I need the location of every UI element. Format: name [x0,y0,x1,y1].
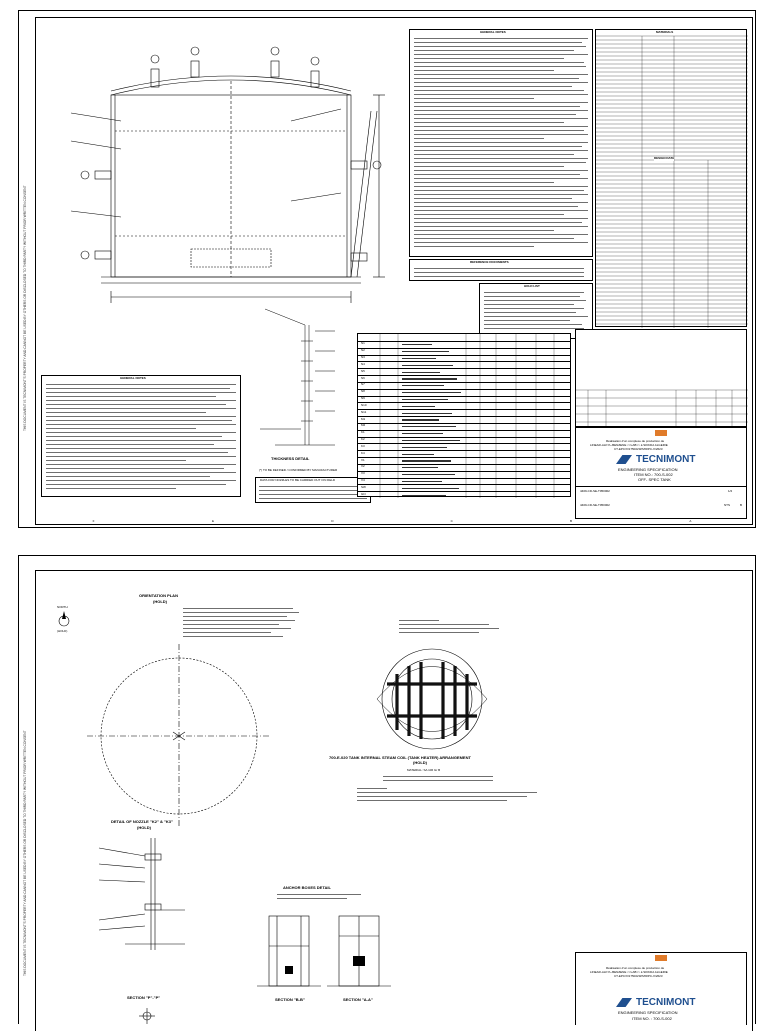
project-line-1: Réalisation d'un complexe de production de [606,439,665,443]
nozzle-service-text [402,406,435,407]
section-aa-title: SECTION "A-A" [343,997,373,1002]
sheet-2-doc-type: ENGINEERING SPECIFICATION [618,1010,678,1015]
nozzle-service-text [402,399,448,400]
field-nozzle-data-title: DATA FOR NOZZLES TO BE CARRIED OUT ON FIELD [260,478,336,482]
nozzle-mark: N1 [361,341,365,346]
nozzle-mark: N10 [361,402,367,407]
nozzle-mark: K4 [361,450,365,455]
thickness-detail-drawing [255,301,345,451]
nozzle-service-text [402,474,455,475]
manufacturer-note: (*) TO BE DEFINED / CONFIRMED BY MANUFACTURER [259,468,338,472]
nozzle-service-text [402,495,446,496]
anchor-boxes-drawing [249,906,399,996]
nozzle-service-text [402,488,459,489]
drawing-sheet-2 [18,555,756,1024]
general-notes-title: GENERAL NOTES [480,30,506,34]
sheet-2-tecnimont-logo-icon [616,998,632,1007]
steam-coil-arrangement-drawing [357,644,507,754]
title-block-sheet-1 [575,427,747,519]
nozzle-mark: N6 [361,375,365,380]
nozzle-service-text [402,378,457,379]
grid-reference-letter: C [450,519,453,523]
nozzle-mark: N11 [361,409,367,414]
sheet-2-project-line-1: Réalisation d'un complexe de production de [606,966,665,970]
manufacturer-note-marker: * [260,468,262,472]
north-arrow-icon [57,611,71,629]
drawing-sheet-1 [18,10,756,528]
nozzle-service-text [402,413,452,414]
nozzle-service-text [402,344,432,345]
nozzle-mark: N8 [361,389,365,394]
design-data-title: DESIGN DATA [654,156,675,160]
company-logo-mark-2 [655,955,667,961]
reference-documents-title: REFERENCE DOCUMENTS [470,260,509,264]
heater-arrangement-hold: (HOLD) [413,760,427,765]
nozzle-mark: N9 [361,396,365,400]
revision-grid [576,330,748,428]
reference-documents-panel [409,259,593,281]
tecnimont-logo-icon [616,455,632,464]
nozzle-mark: GN [361,491,366,496]
grid-reference-letter: E [212,519,215,523]
nozzle-service-text [402,419,439,420]
nozzle-service-text [402,426,456,427]
field-nozzle-data-table [255,477,371,503]
nozzle-mark: N5 [361,368,365,373]
nozzle-mark: V3 [361,471,365,476]
nozzle-schedule-table [357,333,571,497]
nozzle-mark: N7 [361,382,365,387]
company-logo-mark-1 [655,430,667,436]
left-general-notes-panel [41,375,241,497]
general-notes-panel [409,29,593,257]
nozzle-service-text [402,467,438,468]
sheet-2-project-line-2: LINEAR-ALKYL-BENZENE <<LAB>> à SKIKDA ALGERIE [590,970,668,974]
nozzle-service-text [402,365,453,366]
nozzle-service-text [402,385,444,386]
nozzle-service-text [402,460,451,461]
title-block-sheet-2 [575,952,747,1025]
sheet-2-left-margin-note: THIS DOCUMENT IS TECNIMONT'S PROPERTY AND CANNOT BE USED BY OTHERS OR DISCLOSED TO THIRD PARTY WITHOUT PRIOR WRITTEN CONSENT [23,730,27,976]
section-bb-title: SECTION "B-B" [275,997,305,1002]
orientation-plan-title: ORIENTATION PLAN [139,593,178,598]
sheet-2-item-number: ITEM NO. : 700-S-002 [632,1016,672,1021]
grid-reference-row [35,519,751,527]
doc-type: ENGINEERING SPECIFICATION [618,467,678,472]
materials-title: MATERIALS [656,30,674,34]
heater-sub-notes [383,776,533,806]
project-line-2: LINEAR-ALKYL-BENZENE <<LAB>> à SKIKDA ALGERIE [590,443,668,447]
scale-label: NTS [724,503,730,507]
nozzle-detail-hold: (HOLD) [137,825,151,830]
sheet-2-tecnimont-logo-text: TECNIMONT [636,997,696,1008]
grid-reference-letter: F [92,519,95,523]
thickness-detail-title: THICKNESS DETAIL [271,456,310,461]
materials-design-data-panel [595,29,747,327]
document-number-2: 4409-CD-SE-T050002 [580,503,610,507]
nozzle-service-text [402,454,434,455]
nozzle-mark: N2 [361,348,365,353]
nozzle-service-text [402,440,460,441]
sheet-number: 1/2 [728,489,733,493]
north-hold: (HOLD) [57,629,68,633]
materials-grid [596,30,748,328]
nozzle-mark: V1 [361,457,365,462]
nozzle-mark: N4 [361,361,365,366]
nozzle-service-text [402,351,449,352]
nozzle-mark: V2 [361,464,365,469]
orientation-plan-drawing [59,636,289,836]
section-pp-icon [137,1008,157,1024]
nozzle-service-text [402,372,440,373]
nozzle-service-text [402,358,436,359]
sheet-2-tecnimont-logo [616,997,706,1009]
anchor-boxes-title: ANCHOR BOXES DETAIL [283,885,331,890]
item-description: OFF- SPEC TANK [638,477,671,482]
item-number: ITEM NO.: 700-S-002 [634,472,673,477]
nozzle-mark: M1 [361,416,366,421]
nozzle-mark: N3 [361,355,365,359]
grid-reference-letter: D [331,519,334,523]
nozzle-mark: M2 [361,423,366,428]
nozzle-row [358,491,570,499]
document-number-1: 4409-CD-SE-T050002 [580,489,610,493]
north-label: NORTH [57,605,68,609]
nozzle-mark: SW [361,484,366,489]
nozzle-mark: V4 [361,478,365,482]
sheet-1-left-margin-note: THIS DOCUMENT IS TECNIMONT'S PROPERTY AND CANNOT BE USED BY OTHERS OR DISCLOSED TO THIRD PARTY WITHOUT PRIOR WRITTEN CONSENT [23,185,27,431]
nozzle-detail-title: DETAIL OF NOZZLE "K2" & "K3" [111,819,173,824]
sheet-separator [0,529,768,554]
grid-reference-letter: A [689,519,692,523]
nozzle-service-text [402,433,443,434]
left-general-notes-title: GENERAL NOTES [120,376,146,380]
nozzle-mark: K1 [361,430,365,435]
grid-reference-letter: B [570,519,573,523]
nozzle-service-text [402,447,447,448]
nozzle-mark: K3 [361,443,365,448]
nozzle-service-text [402,481,442,482]
orientation-plan-hold: (HOLD) [153,599,167,604]
heater-arrangement-sub: MATERIAL: SA 106 Gr B [407,768,441,772]
hold-list-title: HOLD LIST [524,284,540,288]
section-pp-title: SECTION "P"-"P" [127,995,161,1000]
heater-arrangement-title: 700-E-020 TANK INTERNAL STEAM COIL (TANK HEATER) ARRANGEMENT [329,755,471,760]
nozzle-detail-drawing [95,834,205,954]
tank-elevation-drawing [41,21,401,311]
revision-table [575,329,747,427]
tecnimont-logo [616,454,706,466]
revision-label: B [740,503,743,507]
project-line-3: CT-EPC/X/1750/HSPM/RPC-X/2623 [614,447,663,451]
manufacturer-note-text: TO BE DEFINED / CONFIRMED BY MANUFACTURER [262,468,338,472]
nozzle-service-text [402,392,461,393]
tecnimont-logo-text: TECNIMONT [636,454,696,465]
nozzle-mark: K2 [361,437,365,441]
sheet-2-project-line-3: CT-EPC/X/1750/HSPM/RPC-X/2623 [614,974,663,978]
